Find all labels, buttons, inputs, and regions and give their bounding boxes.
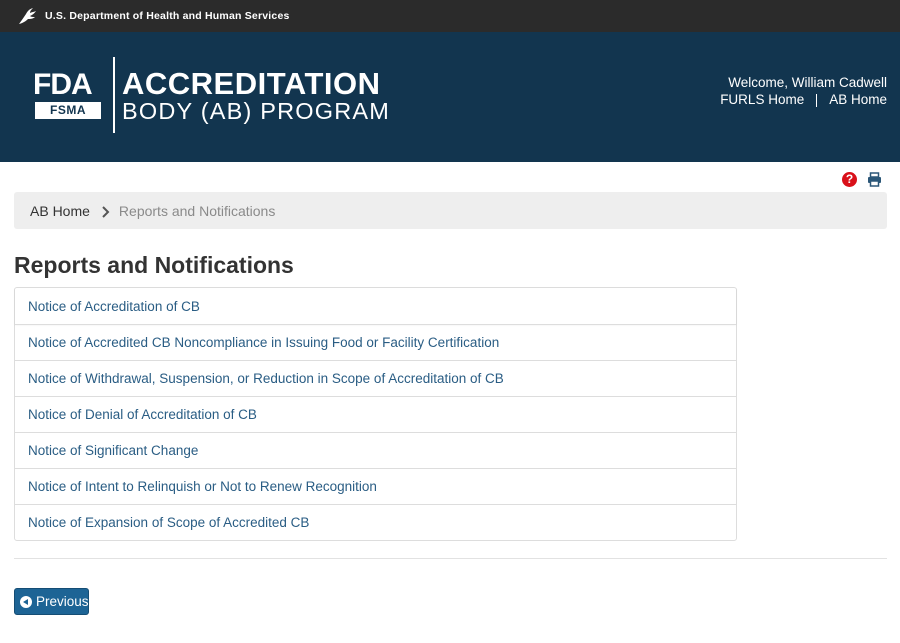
furls-home-link[interactable]: FURLS Home	[720, 92, 805, 107]
print-icon[interactable]	[867, 172, 882, 187]
chevron-left-circle-icon	[20, 596, 32, 608]
header-links	[720, 91, 887, 109]
program-title-line1: ACCREDITATION	[122, 66, 381, 101]
list-item-denial[interactable]: Notice of Denial of Accreditation of CB	[15, 396, 736, 432]
help-icon[interactable]: ?	[842, 172, 857, 187]
page-title: Reports and Notifications	[14, 252, 294, 278]
utility-icons	[842, 172, 882, 187]
breadcrumb-home-link[interactable]: AB Home	[30, 202, 90, 219]
header-divider	[113, 57, 115, 133]
site-header	[0, 32, 900, 162]
link-separator	[816, 94, 817, 107]
hhs-eagle-icon[interactable]	[16, 5, 38, 27]
fda-logo-text: FDA	[33, 68, 92, 101]
fda-fsma-logo[interactable]	[33, 70, 103, 122]
hhs-agency-link[interactable]: U.S. Department of Health and Human Services	[45, 10, 290, 22]
previous-button[interactable]	[14, 588, 89, 615]
program-title-line2: BODY (AB) PROGRAM	[122, 98, 391, 124]
list-item-withdrawal-suspension[interactable]: Notice of Withdrawal, Suspension, or Reduction in Scope of Accreditation of CB	[15, 360, 736, 396]
list-item-expansion-of-scope[interactable]: Notice of Expansion of Scope of Accredited CB	[15, 504, 736, 540]
list-item-intent-to-relinquish[interactable]: Notice of Intent to Relinquish or Not to Renew Recognition	[15, 468, 736, 504]
previous-button-label: Previous	[36, 594, 89, 609]
list-item-accreditation-of-cb[interactable]: Notice of Accreditation of CB	[15, 288, 736, 324]
welcome-text: Welcome, William Cadwell	[728, 75, 887, 90]
list-item-significant-change[interactable]: Notice of Significant Change	[15, 432, 736, 468]
ab-home-link[interactable]: AB Home	[829, 92, 887, 107]
chevron-right-icon	[101, 205, 111, 217]
user-area	[720, 74, 887, 109]
fsma-logo-text: FSMA	[35, 102, 101, 119]
hhs-top-bar	[0, 0, 900, 32]
breadcrumb	[14, 192, 887, 229]
breadcrumb-current: Reports and Notifications	[118, 202, 276, 219]
notifications-list	[14, 287, 737, 541]
divider	[14, 558, 887, 559]
list-item-noncompliance[interactable]: Notice of Accredited CB Noncompliance in Issuing Food or Facility Certification	[15, 324, 736, 360]
